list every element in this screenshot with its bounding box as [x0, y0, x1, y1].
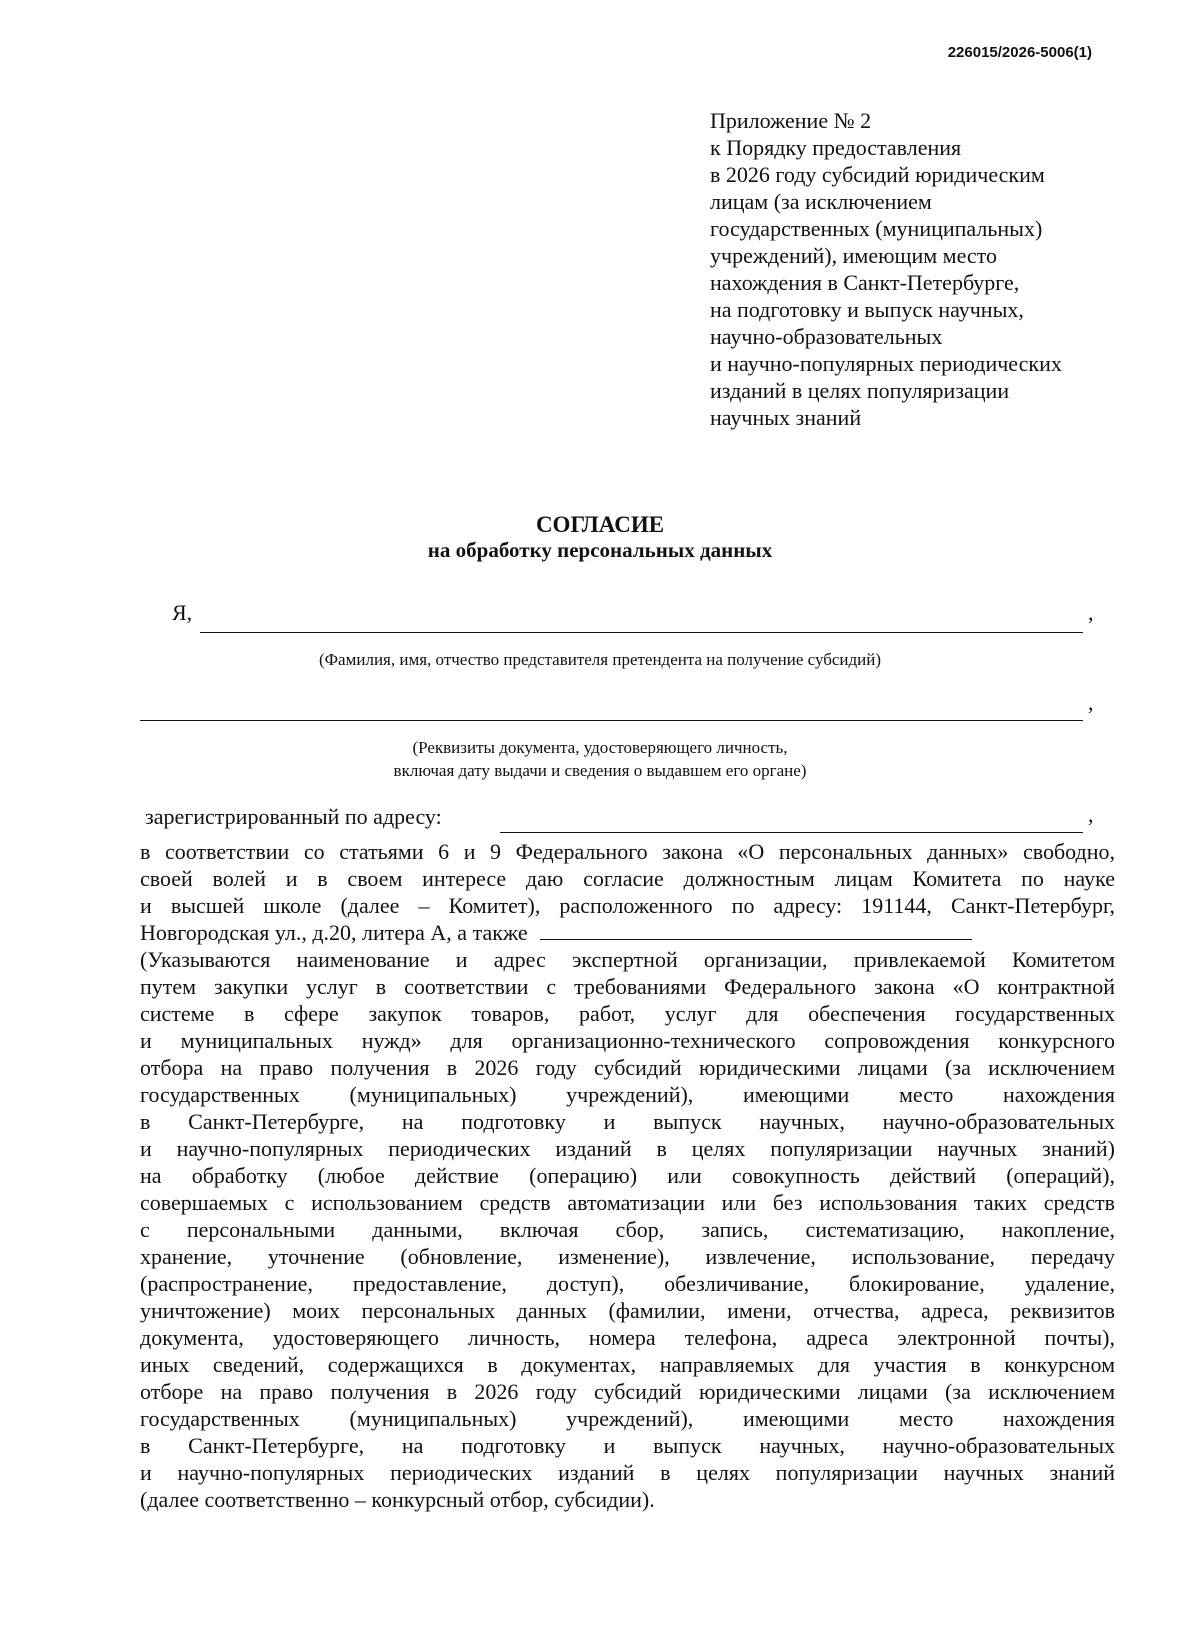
body-line: системе в сфере закупок товаров, работ, услуг для обеспечения государственных: [140, 1001, 1115, 1026]
document-number: 226015/2026-5006(1): [947, 44, 1092, 61]
body-line: уничтожение) моих персональных данных (фамилии, имени, отчества, адреса, реквизитов: [140, 1298, 1115, 1323]
consent-body: [140, 838, 1115, 1513]
body-line: на обработку (любое действие (операцию) или совокупность действий (операций),: [140, 1163, 1115, 1188]
appendix-line: учреждений), имеющим место: [710, 243, 997, 268]
body-line-with-field: [140, 919, 1115, 946]
body-line: иных сведений, содержащихся в документах, направляемых для участия в конкурсном: [140, 1352, 1115, 1377]
comma: ,: [1088, 802, 1094, 827]
appendix-block: [710, 107, 1150, 431]
body-line: и научно-популярных периодических изданий в целях популяризации научных знаний: [140, 1460, 1115, 1485]
body-line: совершаемых с использованием средств автоматизации или без использования таких средств: [140, 1190, 1115, 1215]
appendix-line: государственных (муниципальных): [710, 216, 1043, 241]
appendix-line: научно-образовательных: [710, 324, 943, 349]
body-line: (Указываются наименование и адрес экспертной организации, привлекаемой Комитетом: [140, 947, 1115, 972]
appendix-line: к Порядку предоставления: [710, 135, 962, 160]
name-field-line[interactable]: [200, 632, 1083, 633]
address-field-line[interactable]: [500, 832, 1083, 833]
body-line: в Санкт-Петербурге, на подготовку и выпуск научных, научно-образовательных: [140, 1433, 1115, 1458]
document-title: СОГЛАСИЕ: [535, 512, 665, 537]
body-line: документа, удостоверяющего личность, номера телефона, адреса электронной почты),: [140, 1325, 1115, 1350]
appendix-line: в 2026 году субсидий юридическим: [710, 162, 1045, 187]
appendix-line: нахождения в Санкт-Петербурге,: [710, 270, 1020, 295]
body-line: (распространение, предоставление, доступ), обезличивание, блокирование, удаление,: [140, 1271, 1115, 1296]
id-document-field-line[interactable]: [140, 720, 1083, 721]
body-line: Новгородская ул., д.20, литера А, а также: [140, 920, 528, 945]
name-field-caption: (Фамилия, имя, отчество представителя претендента на получение субсидий): [318, 650, 882, 669]
comma: ,: [1088, 690, 1094, 715]
body-line: и научно-популярных периодических изданий в целях популяризации научных знаний): [140, 1136, 1115, 1161]
body-line: своей волей и в своем интересе даю согласие должностным лицам Комитета по науке: [140, 866, 1115, 891]
appendix-line: и научно-популярных периодических: [710, 351, 1062, 376]
appendix-line: лицам (за исключением: [710, 189, 932, 214]
body-line: в Санкт-Петербурге, на подготовку и выпуск научных, научно-образовательных: [140, 1109, 1115, 1134]
address-label: зарегистрированный по адресу:: [145, 804, 442, 829]
appendix-line: научных знаний: [710, 405, 862, 430]
body-line: отбора на право получения в 2026 году субсидий юридическими лицами (за исключением: [140, 1055, 1115, 1080]
body-line: (далее соответственно – конкурсный отбор, субсидии).: [140, 1487, 655, 1512]
id-document-caption-line1: (Реквизиты документа, удостоверяющего личность,: [412, 738, 788, 757]
i-label: Я,: [172, 600, 193, 625]
body-line: с персональными данными, включая сбор, запись, систематизацию, накопление,: [140, 1217, 1115, 1242]
id-document-caption-line2: включая дату выдачи и сведения о выдавшем его органе): [393, 761, 807, 780]
expert-organization-field-line[interactable]: [540, 939, 972, 940]
body-line: в соответствии со статьями 6 и 9 Федерального закона «О персональных данных» свободно,: [140, 839, 1115, 864]
appendix-line: изданий в целях популяризации: [710, 378, 1010, 403]
appendix-line: Приложение № 2: [710, 108, 872, 133]
appendix-line: на подготовку и выпуск научных,: [710, 297, 1024, 322]
comma: ,: [1088, 600, 1094, 625]
body-line: хранение, уточнение (обновление, изменение), извлечение, использование, передачу: [140, 1244, 1115, 1269]
body-line: государственных (муниципальных) учреждений), имеющими место нахождения: [140, 1082, 1115, 1107]
body-line: и высшей школе (далее – Комитет), расположенного по адресу: 191144, Санкт-Петербург,: [140, 893, 1115, 918]
body-line: путем закупки услуг в соответствии с требованиями Федерального закона «О контрактной: [140, 974, 1115, 999]
document-subtitle: на обработку персональных данных: [427, 538, 773, 562]
body-line: государственных (муниципальных) учреждений), имеющими место нахождения: [140, 1406, 1115, 1431]
body-line: и муниципальных нужд» для организационно-технического сопровождения конкурсного: [140, 1028, 1115, 1053]
body-line: отборе на право получения в 2026 году субсидий юридическими лицами (за исключением: [140, 1379, 1115, 1404]
